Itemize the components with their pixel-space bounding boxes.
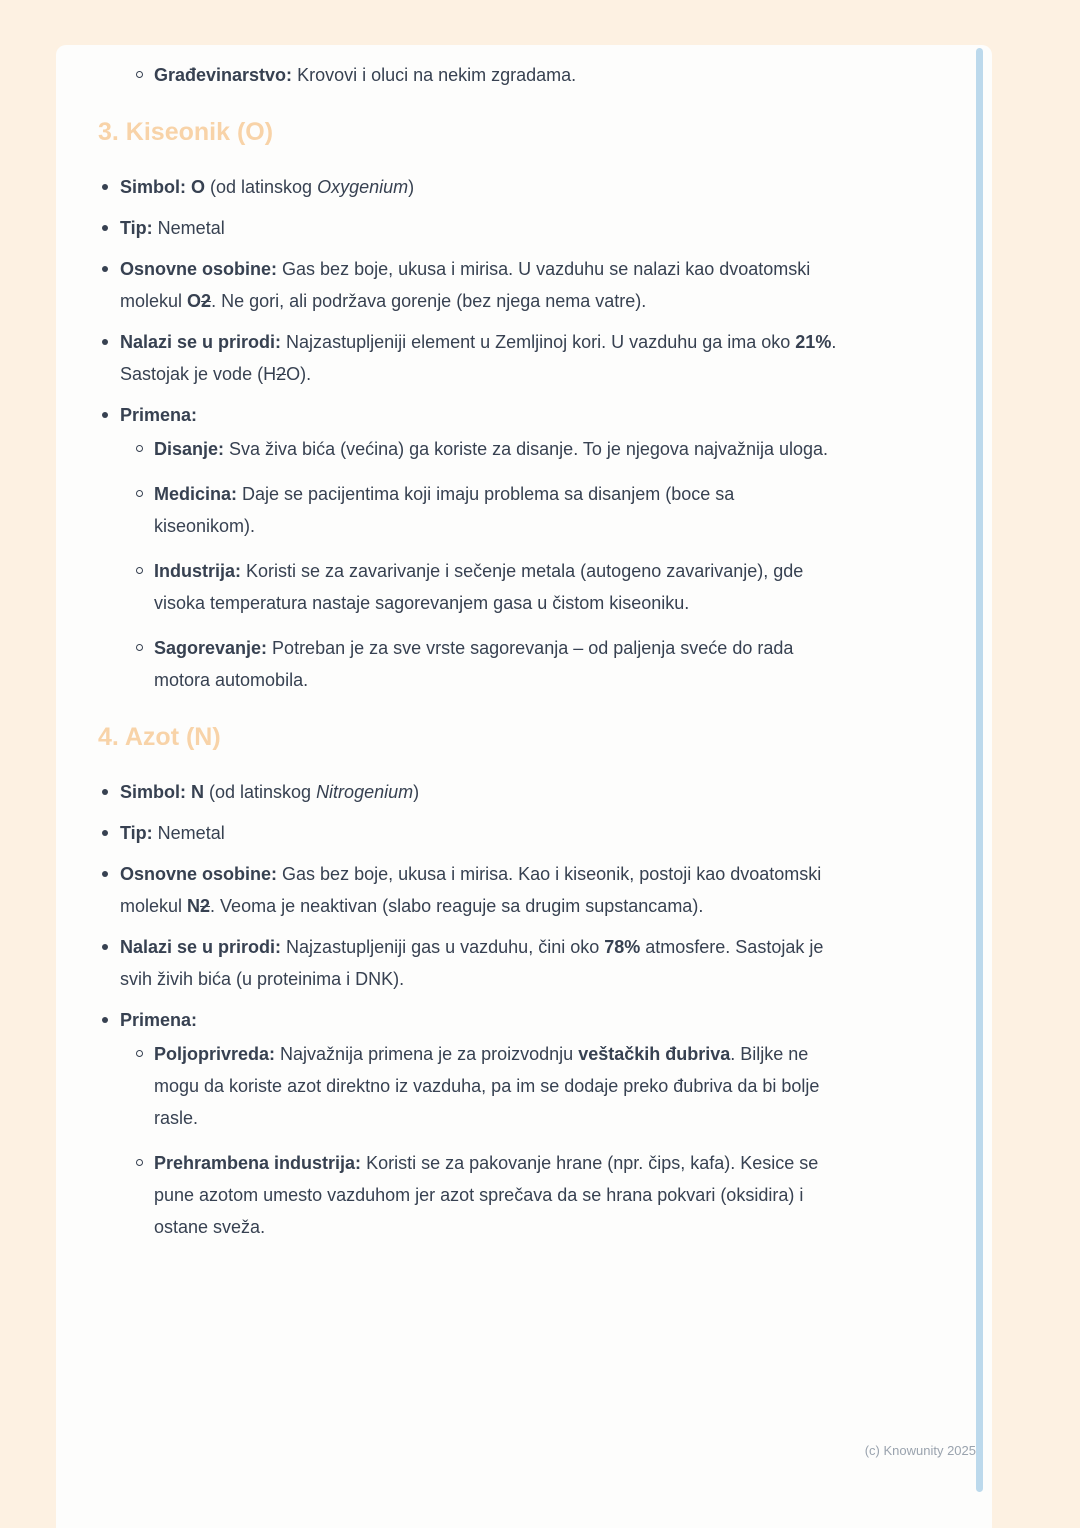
text-segment: Disanje: (154, 439, 225, 459)
bullet-icon (98, 212, 120, 244)
list-item (98, 326, 838, 390)
scrollbar[interactable] (976, 48, 983, 1492)
text-segment: ) (413, 782, 420, 802)
text-segment: . Veoma je neaktivan (slabo reaguje sa drugim supstancama). (210, 896, 704, 916)
hollow-bullet-icon (132, 1147, 154, 1179)
bullet-list (98, 171, 838, 696)
bullet-icon (98, 399, 120, 431)
list-item (132, 433, 838, 465)
list-item-text (154, 433, 838, 465)
list-item-text (154, 1147, 838, 1243)
bullet-icon (98, 171, 120, 203)
list-item-text (120, 399, 838, 696)
continued-sublist (132, 59, 872, 91)
bullet-icon (98, 253, 120, 285)
text-segment: Tip: (120, 218, 153, 238)
text-segment: N (187, 896, 201, 916)
hollow-bullet-icon (132, 59, 154, 91)
list-item (132, 632, 838, 696)
text-segment: Potreban je za sve vrste sagorevanja – od paljenja sveće do rada motora automobila. (154, 638, 794, 690)
list-item-text (120, 858, 838, 922)
list-item-text (120, 817, 838, 849)
bullet-icon (98, 817, 120, 849)
list-item-text (154, 555, 838, 619)
list-item-text (154, 632, 838, 696)
section-heading: 4. Azot (N) (98, 723, 221, 751)
list-item (98, 858, 838, 922)
text-segment: Nemetal (152, 218, 225, 238)
hollow-bullet-icon (132, 632, 154, 664)
text-segment: 2 (201, 291, 212, 311)
text-segment: Simbol: O (120, 177, 205, 197)
sublist (132, 1038, 838, 1243)
list-item-text (154, 59, 872, 91)
text-segment: Prehrambena industrija: (154, 1153, 362, 1173)
text-segment: 2 (276, 364, 287, 384)
bullet-icon (98, 326, 120, 358)
text-segment: Sagorevanje: (154, 638, 268, 658)
text-segment: 21% (795, 332, 832, 352)
text-segment: Koristi se za pakovanje hrane (npr. čips, kafa). Kesice se pune azotom umesto vazduhom jer azot sprečava da se hrana pokvari (oksidira) i ostane sveža. (154, 1153, 819, 1237)
section-heading: 3. Kiseonik (O) (98, 118, 274, 146)
text-segment: Simbol: N (120, 782, 204, 802)
list-item (132, 1038, 838, 1134)
list-item-text (120, 326, 838, 390)
list-item-text (154, 1038, 838, 1134)
text-segment: (od latinskog (205, 177, 318, 197)
text-segment: . Sastojak je vode (H (120, 332, 837, 384)
list-item (98, 212, 838, 244)
text-segment: Najzastupljeniji element u Zemljinoj kori. U vazduhu ga ima oko (281, 332, 796, 352)
hollow-bullet-icon (132, 433, 154, 465)
list-item-text (120, 253, 838, 317)
text-segment: Gas bez boje, ukusa i mirisa. Kao i kiseonik, postoji kao dvoatomski molekul (120, 864, 822, 916)
list-item (98, 817, 838, 849)
text-segment: 2 (200, 896, 211, 916)
text-segment: Najvažnija primena je za proizvodnju (275, 1044, 579, 1064)
list-item (132, 555, 838, 619)
text-segment: Nitrogenium (316, 782, 414, 802)
text-segment: . Ne gori, ali podržava gorenje (bez njega nema vatre). (211, 291, 647, 311)
text-segment: Nalazi se u prirodi: (120, 332, 282, 352)
text-segment: Građevinarstvo: (154, 65, 293, 85)
text-segment: Koristi se za zavarivanje i sečenje metala (autogeno zavarivanje), gde visoka temperatura nastaje sagorevanjem gasa u čistom kiseoniku. (154, 561, 804, 613)
sublist (132, 433, 838, 696)
list-item-text (120, 171, 838, 203)
text-segment: ) (408, 177, 415, 197)
text-segment: Primena: (120, 1010, 198, 1030)
list-item-text (120, 931, 838, 995)
text-segment: Krovovi i oluci na nekim zgradama. (292, 65, 577, 85)
text-segment: 78% (604, 937, 641, 957)
list-item (98, 776, 838, 808)
text-segment: O (187, 291, 202, 311)
list-item-text (120, 1004, 838, 1243)
text-segment: Nalazi se u prirodi: (120, 937, 282, 957)
document-card (56, 45, 992, 1528)
text-segment: Sva živa bića (većina) ga koriste za disanje. To je njegova najvažnija uloga. (224, 439, 829, 459)
text-segment: Nemetal (152, 823, 225, 843)
bullet-icon (98, 858, 120, 890)
document-content (56, 45, 992, 1243)
text-segment: Industrija: (154, 561, 242, 581)
list-item (132, 59, 872, 91)
text-segment: Gas bez boje, ukusa i mirisa. U vazduhu se nalazi kao dvoatomski molekul (120, 259, 811, 311)
list-item (98, 253, 838, 317)
text-segment: Osnovne osobine: (120, 259, 278, 279)
bullet-list (98, 776, 838, 1243)
text-segment: Oxygenium (317, 177, 409, 197)
text-segment: (od latinskog (204, 782, 317, 802)
hollow-bullet-icon (132, 555, 154, 587)
list-item-text (154, 478, 838, 542)
copyright-footer: (c) Knowunity 2025 (864, 1443, 976, 1458)
list-item (132, 1147, 838, 1243)
bullet-icon (98, 776, 120, 808)
text-segment: . Biljke ne mogu da koriste azot direktno iz vazduha, pa im se dodaje preko đubriva da bi bolje rasle. (154, 1044, 820, 1128)
list-item (98, 171, 838, 203)
list-item (132, 478, 838, 542)
text-segment: Poljoprivreda: (154, 1044, 276, 1064)
list-item (98, 931, 838, 995)
text-segment: Medicina: (154, 484, 238, 504)
text-segment: Najzastupljeniji gas u vazduhu, čini oko (281, 937, 605, 957)
text-segment: Osnovne osobine: (120, 864, 278, 884)
text-segment: O). (286, 364, 312, 384)
bullet-icon (98, 1004, 120, 1036)
list-item-text (120, 212, 838, 244)
text-segment: Tip: (120, 823, 153, 843)
text-segment: Primena: (120, 405, 198, 425)
bullet-icon (98, 931, 120, 963)
hollow-bullet-icon (132, 478, 154, 510)
hollow-bullet-icon (132, 1038, 154, 1070)
list-item (98, 1004, 838, 1243)
list-item (98, 399, 838, 696)
text-segment: Daje se pacijentima koji imaju problema sa disanjem (boce sa kiseonikom). (154, 484, 735, 536)
text-segment: atmosfere. Sastojak je svih živih bića (u proteinima i DNK). (120, 937, 824, 989)
list-item-text (120, 776, 838, 808)
text-segment: veštačkih đubriva (578, 1044, 731, 1064)
